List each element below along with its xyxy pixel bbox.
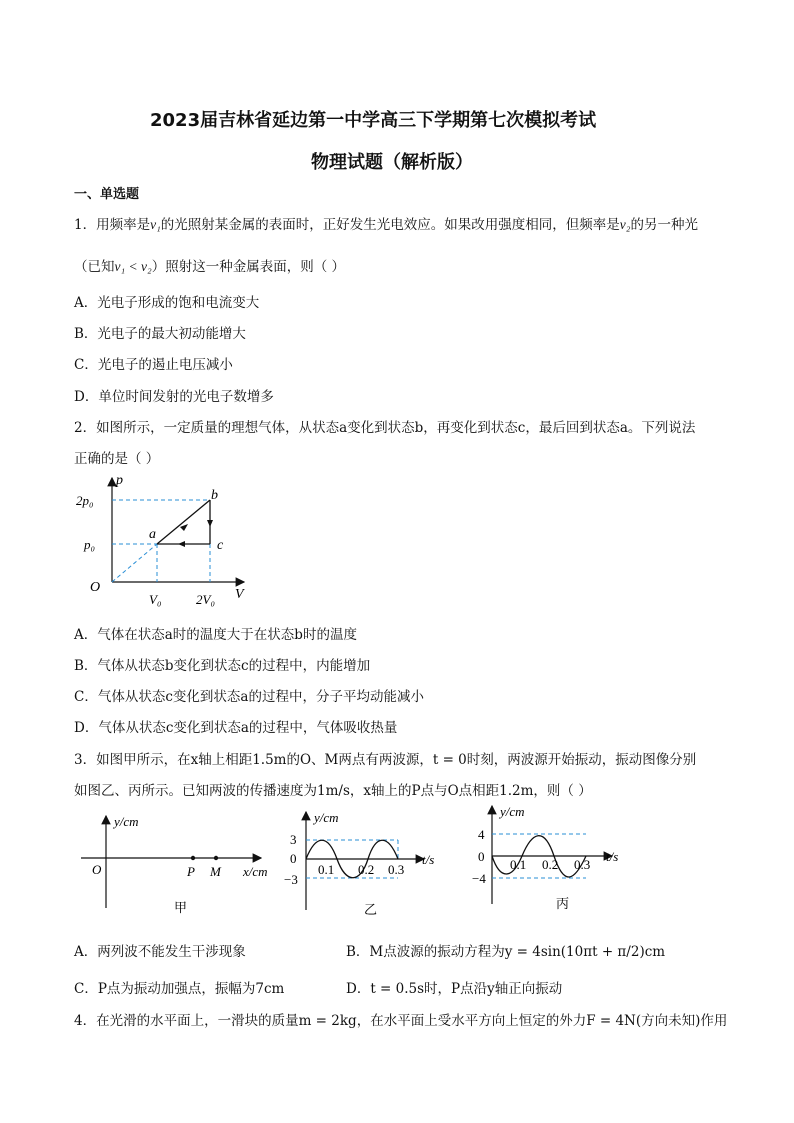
p-label: P: [187, 864, 195, 879]
q2-option-a: A．气体在状态a时的温度大于在状态b时的温度: [74, 627, 357, 643]
y-axis-label: y/cm: [500, 804, 525, 819]
q3-option-a: A．两列波不能发生干涉现象: [74, 944, 246, 960]
v-axis-label: V: [235, 587, 244, 602]
t-axis-label: t/s: [422, 852, 435, 867]
point-a-label: a: [149, 527, 156, 542]
tick-neg4: −4: [472, 871, 486, 886]
tick-3: 3: [290, 832, 297, 847]
figure-bing: [470, 800, 640, 910]
p-axis-label: p: [116, 473, 123, 488]
page-subtitle: 物理试题（解析版）: [311, 152, 473, 173]
y-axis-label: y/cm: [314, 810, 339, 825]
t-axis-label: t/s: [606, 849, 619, 864]
tick-0.2: 0.2: [542, 857, 559, 872]
origin-label: O: [92, 862, 102, 877]
q3-stem-line2: 如图乙、丙所示。已知两波的传播速度为1m/s，x轴上的P点与O点相距1.2m，则（ ）: [74, 783, 592, 799]
tick-neg3: −3: [284, 872, 298, 887]
q3-option-b: B．M点波源的振动方程为y = 4sin(10πt + π/2)cm: [346, 944, 666, 960]
y-axis-label: y/cm: [114, 814, 139, 829]
q3-option-d: D．t = 0.5s时，P点沿y轴正向振动: [346, 981, 563, 997]
point-m: [214, 856, 218, 860]
q2-option-c: C．气体从状态c变化到状态a的过程中，分子平均动能减小: [74, 689, 424, 705]
caption-jia: 甲: [174, 900, 188, 915]
point-c-label: c: [217, 538, 224, 553]
point-b-label: b: [211, 488, 218, 503]
point-p: [191, 856, 195, 860]
tick-0.1: 0.1: [318, 862, 335, 877]
caption-bing: 丙: [556, 896, 570, 910]
q1-option-d: D．单位时间发射的光电子数增多: [74, 389, 274, 405]
q1-option-c: C．光电子的遏止电压减小: [74, 357, 233, 373]
tick-0.2: 0.2: [358, 862, 375, 877]
q3-option-c: C．P点为振动加强点，振幅为7cm: [74, 981, 285, 997]
q2-stem-line1: 2．如图所示，一定质量的理想气体，从状态a变化到状态b，再变化到状态c，最后回到状态a。下列说法: [74, 420, 696, 436]
tick-0: 0: [290, 851, 297, 866]
tick-0.3: 0.3: [574, 857, 591, 872]
nu2-symbol: ν₂: [619, 217, 631, 232]
condition-formula: ν₁ < ν₂: [114, 259, 152, 274]
q3-stem-line1: 3．如图甲所示，在x轴上相距1.5m的O、M两点有两波源，t = 0时刻，两波源开始振动，振动图像分别: [74, 752, 697, 768]
figure-jia: [76, 810, 276, 920]
process-ab: [157, 500, 210, 544]
x-axis-label: x/cm: [243, 864, 268, 879]
q1-option-b: B．光电子的最大初动能增大: [74, 326, 246, 342]
q2-stem-line2: 正确的是（ ）: [74, 451, 160, 467]
tick-0: 0: [478, 849, 485, 864]
pv-diagram: [72, 470, 262, 620]
m-label: M: [210, 864, 221, 879]
q2-option-d: D．气体从状态c变化到状态a的过程中，气体吸收热量: [74, 720, 398, 736]
caption-yi: 乙: [364, 902, 378, 917]
tick-4: 4: [478, 827, 485, 842]
tick-2p0: 2p₀: [76, 493, 94, 508]
origin-label: O: [90, 580, 101, 595]
q1-stem-line2: （已知ν₁ < ν₂）照射这一种金属表面，则（ ）: [74, 259, 346, 275]
page-title: 2023届吉林省延边第一中学高三下学期第七次模拟考试: [150, 110, 597, 131]
figure-yi: [278, 806, 448, 920]
nu1-symbol: ν₁: [150, 217, 161, 232]
tick-0.3: 0.3: [388, 862, 405, 877]
section-heading: 一、单选题: [74, 187, 140, 202]
q2-option-b: B．气体从状态b变化到状态c的过程中，内能增加: [74, 658, 371, 674]
q4-stem-line1: 4．在光滑的水平面上，一滑块的质量m = 2kg，在水平面上受水平方向上恒定的外力F = 4N(方向未知)作用: [74, 1013, 728, 1029]
q1-stem-line1: 1．用频率是ν₁的光照射某金属的表面时，正好发生光电效应。如果改用强度相同，但频率是ν₂的另一种光: [74, 217, 698, 233]
tick-v0: V₀: [149, 592, 162, 607]
q1-option-a: A．光电子形成的饱和电流变大: [74, 295, 260, 311]
tick-p0: p₀: [84, 537, 96, 552]
tick-2v0: 2V₀: [196, 592, 215, 607]
tick-0.1: 0.1: [510, 857, 527, 872]
